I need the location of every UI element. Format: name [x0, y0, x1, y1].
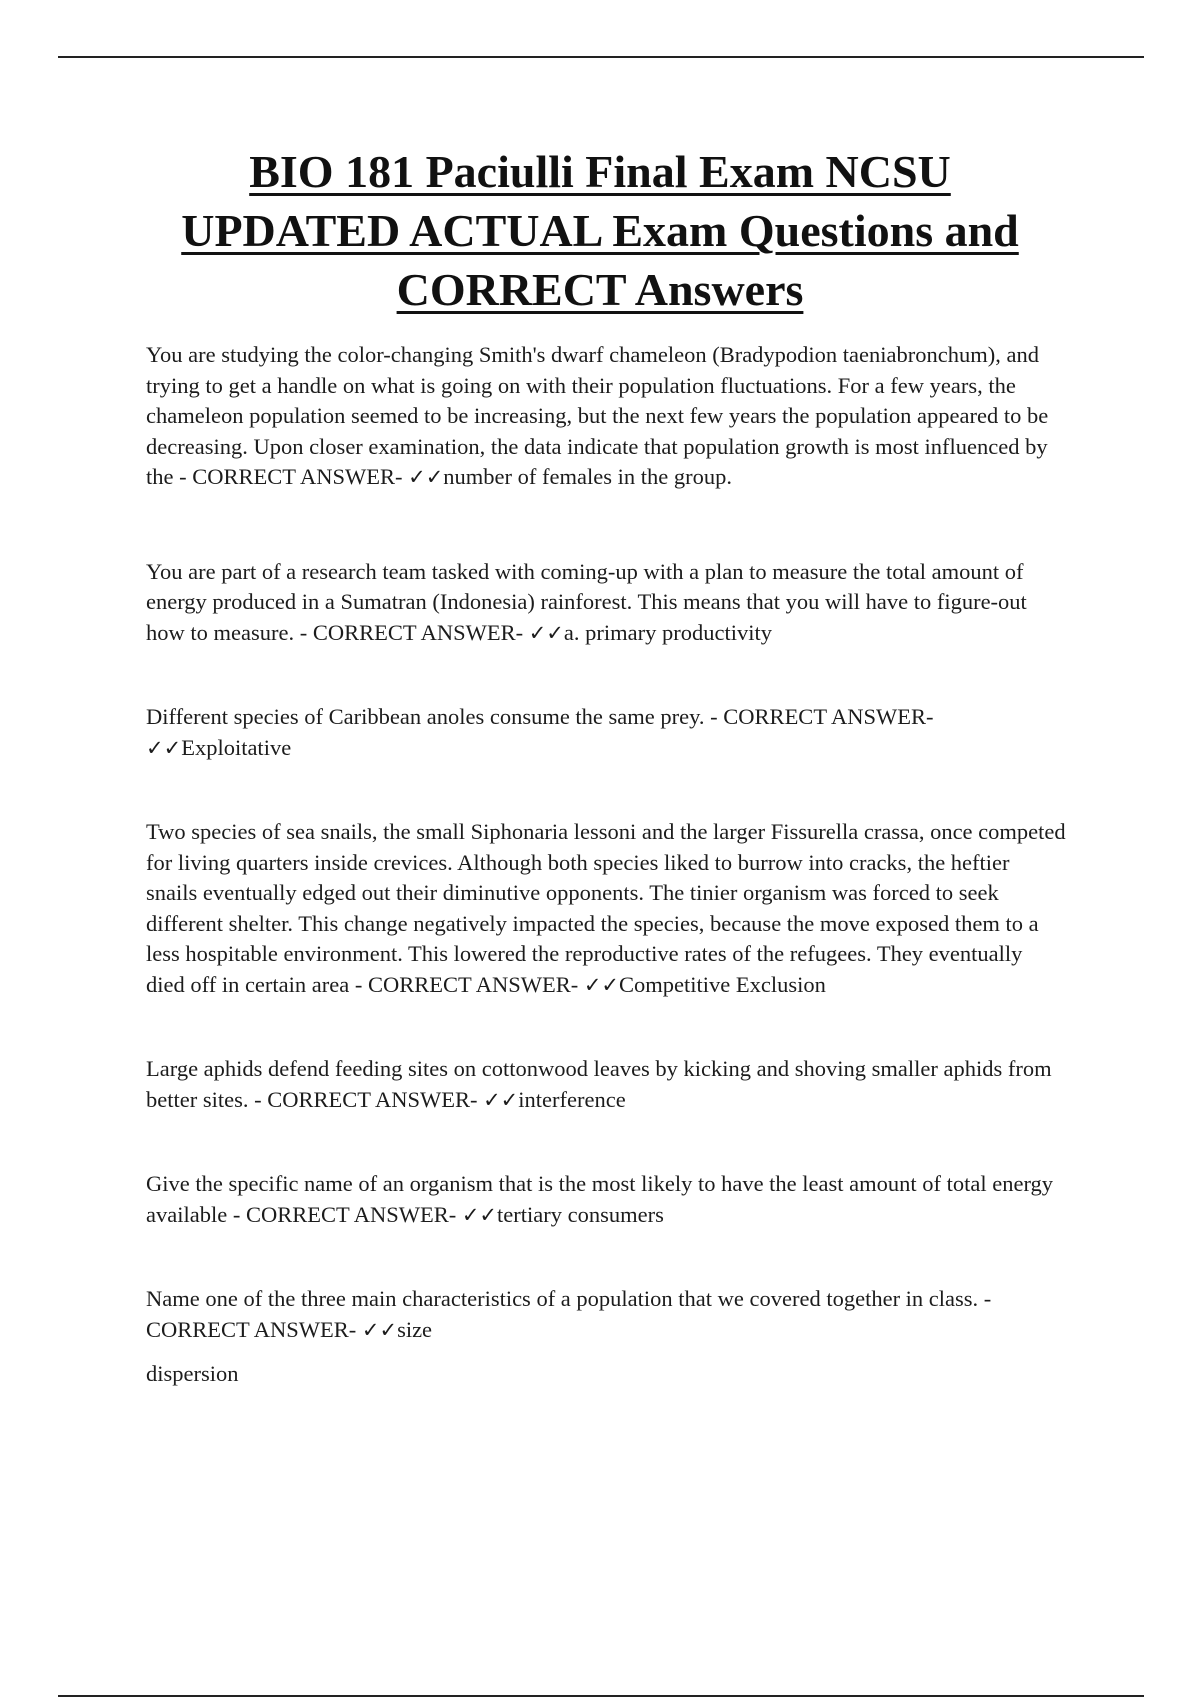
qa-item-7-extra — [146, 1359, 1066, 1390]
qa-item-6 — [146, 1169, 1066, 1230]
answer-label: CORRECT ANSWER- — [192, 464, 403, 489]
answer-text: a. primary productivity — [563, 619, 772, 645]
top-rule — [58, 56, 1144, 58]
check-mark-icon: ✓✓ — [408, 465, 444, 489]
qa-item-3 — [146, 702, 1066, 763]
check-mark-icon: ✓✓ — [583, 972, 620, 997]
qa-item-2 — [146, 557, 1066, 649]
answer-label: CORRECT ANSWER- — [312, 619, 524, 645]
answer-text: number of females in the group. — [443, 464, 732, 489]
check-mark-icon: ✓✓ — [146, 735, 182, 760]
answer-text: Competitive Exclusion — [619, 971, 826, 997]
answer-text: interference — [518, 1086, 626, 1112]
document-title — [100, 142, 1100, 319]
question-text: Two species of sea snails, the small Siphonaria lessoni and the larger Fissurella crassa, once competed for living quarters inside crevices. Although both species liked to burrow into cracks, the heftier snails eventually edged out their diminutive opponents. The tinier organism was forced to seek different shelter. This change negatively impacted the species, because the move exposed them to a less hospitable environment. This lowered the reproductive rates of the refugees. They eventually died off in certain area - — [146, 819, 1066, 997]
title-line-1: BIO 181 Paciulli Final Exam NCSU — [249, 146, 951, 197]
extra-answer-text: dispersion — [146, 1361, 239, 1386]
qa-item-4 — [146, 817, 1066, 1000]
qa-item-5 — [146, 1054, 1066, 1115]
answer-label: CORRECT ANSWER- — [367, 971, 579, 997]
qa-item-7 — [146, 1284, 1066, 1345]
question-text: Give the specific name of an organism that is the most likely to have the least amount of total energy available - — [146, 1171, 1054, 1227]
qa-item-1 — [146, 340, 1066, 493]
title-line-3: CORRECT Answers — [396, 264, 804, 315]
answer-text: tertiary consumers — [497, 1201, 664, 1227]
title-line-2: UPDATED ACTUAL Exam Questions and — [181, 205, 1019, 256]
answer-label: CORRECT ANSWER- — [146, 1316, 357, 1342]
check-mark-icon: ✓✓ — [461, 1202, 498, 1227]
check-mark-icon: ✓✓ — [528, 620, 564, 645]
answer-text: Exploitative — [181, 734, 292, 760]
question-text: Name one of the three main characteristics of a population that we covered together in class. - — [146, 1286, 992, 1311]
question-text: You are studying the color-changing Smith's dwarf chameleon (Bradypodion taeniabronchum), and trying to get a handle on what is going on with their population fluctuations. For a few years, the chameleon population seemed to be increasing, but the next few years the population appeared to be decreasing. Upon closer examination, the data indicate that population growth is most influenced by the - — [146, 342, 1049, 489]
check-mark-icon: ✓✓ — [361, 1317, 398, 1342]
answer-label: CORRECT ANSWER- — [245, 1201, 457, 1227]
answer-label: CORRECT ANSWER- — [723, 704, 934, 729]
question-text: You are part of a research team tasked with coming-up with a plan to measure the total amount of energy produced in a Sumatran (Indonesia) rainforest. This means that you will have to figure-out how to measure. - — [146, 558, 1027, 645]
check-mark-icon: ✓✓ — [483, 1087, 519, 1112]
answer-text: size — [397, 1316, 433, 1342]
bottom-rule — [58, 1695, 1144, 1697]
question-text: Large aphids defend feeding sites on cottonwood leaves by kicking and shoving smaller aphids from better sites. - — [146, 1056, 1052, 1112]
qa-list — [146, 340, 1066, 1390]
answer-label: CORRECT ANSWER- — [267, 1086, 478, 1112]
question-text: Different species of Caribbean anoles consume the same prey. - — [146, 704, 718, 729]
